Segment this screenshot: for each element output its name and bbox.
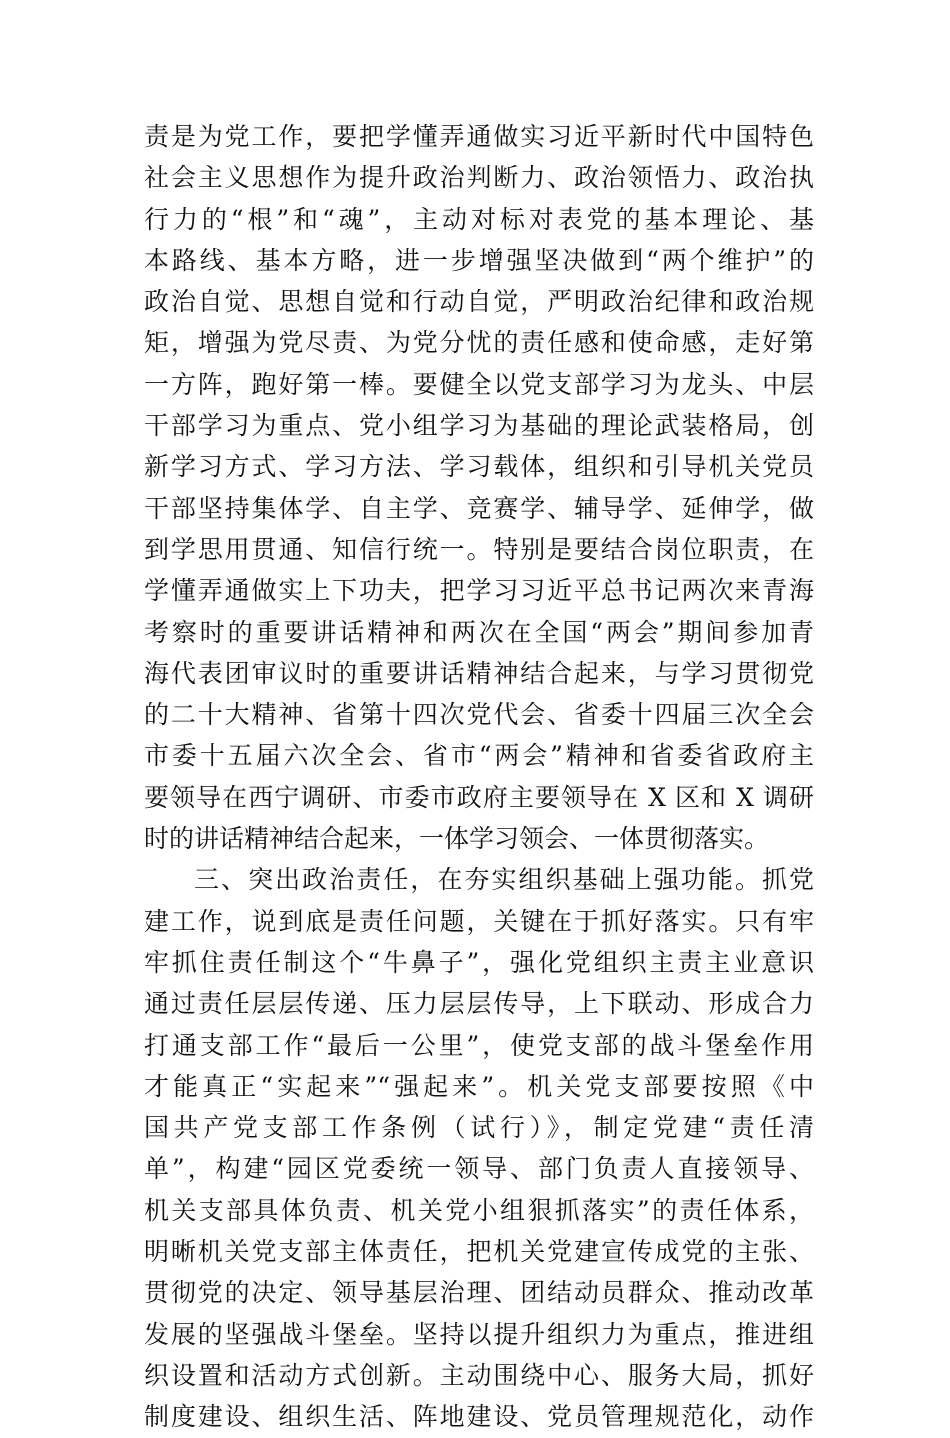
text-line: 干部学习为重点、党小组学习为基础的理论武装格局，创 (144, 411, 814, 441)
text-line: 国共产党支部工作条例（试行）》，制定党建“责任清 (144, 1113, 814, 1143)
text-line: 的二十大精神、省第十四次党代会、省委十四届三次全会 (144, 700, 814, 730)
text-line: 打通支部工作“最后一公里”，使党支部的战斗堡垒作用 (144, 1030, 814, 1060)
text-line: 通过责任层层传递、压力层层传导，上下联动、形成合力 (144, 989, 814, 1019)
text-line: 考察时的重要讲话精神和两次在全国“两会”期间参加青 (144, 617, 814, 647)
body-text (144, 116, 814, 1438)
text-line: 单”，构建“园区党委统一领导、部门负责人直接领导、 (144, 1154, 814, 1184)
text-line: 行力的“根”和“魂”，主动对标对表党的基本理论、基 (144, 204, 814, 234)
text-line: 海代表团审议时的重要讲话精神结合起来，与学习贯彻党 (144, 658, 814, 688)
text-line: 学懂弄通做实上下功夫，把学习习近平总书记两次来青海 (144, 576, 814, 606)
text-line: 制度建设、组织生活、阵地建设、党员管理规范化，动作 (144, 1402, 814, 1432)
text-line: 织设置和活动方式创新。主动围绕中心、服务大局，抓好 (144, 1360, 814, 1390)
text-line: 牢抓住责任制这个“牛鼻子”，强化党组织主责主业意识 (144, 947, 814, 977)
text-line: 一方阵，跑好第一棒。要健全以党支部学习为龙头、中层 (144, 369, 814, 399)
text-line: 才能真正“实起来”“强起来”。机关党支部要按照《中 (144, 1071, 814, 1101)
text-line: 发展的坚强战斗堡垒。坚持以提升组织力为重点，推进组 (144, 1319, 814, 1349)
text-line: 市委十五届六次全会、省市“两会”精神和省委省政府主 (144, 741, 814, 771)
text-line: 矩，增强为党尽责、为党分忧的责任感和使命感，走好第 (144, 328, 814, 358)
paragraph-end-line: 时的讲话精神结合起来，一体学习领会、一体贯彻落实。 (144, 824, 770, 854)
section-heading-line: 三、突出政治责任，在夯实组织基础上强功能。抓党 (194, 865, 814, 895)
text-line: 政治自觉、思想自觉和行动自觉，严明政治纪律和政治规 (144, 287, 814, 317)
text-line: 本路线、基本方略，进一步增强坚决做到“两个维护”的 (144, 245, 814, 275)
text-line: 贯彻党的决定、领导基层治理、团结动员群众、推动改革 (144, 1278, 814, 1308)
text-line: 社会主义思想作为提升政治判断力、政治领悟力、政治执 (144, 163, 814, 193)
text-line: 明晰机关党支部主体责任，把机关党建宣传成党的主张、 (144, 1237, 814, 1267)
text-line: 到学思用贯通、知信行统一。特别是要结合岗位职责，在 (144, 534, 814, 564)
text-line: 机关支部具体负责、机关党小组狠抓落实”的责任体系， (144, 1195, 814, 1225)
text-line: 干部坚持集体学、自主学、竞赛学、辅导学、延伸学，做 (144, 493, 814, 523)
text-line: 新学习方式、学习方法、学习载体，组织和引导机关党员 (144, 452, 814, 482)
text-line: 责是为党工作，要把学懂弄通做实习近平新时代中国特色 (144, 122, 814, 151)
text-line: 要领导在西宁调研、市委市政府主要领导在 X 区和 X 调研 (144, 782, 814, 812)
text-line: 建工作，说到底是责任问题，关键在于抓好落实。只有牢 (144, 906, 814, 936)
